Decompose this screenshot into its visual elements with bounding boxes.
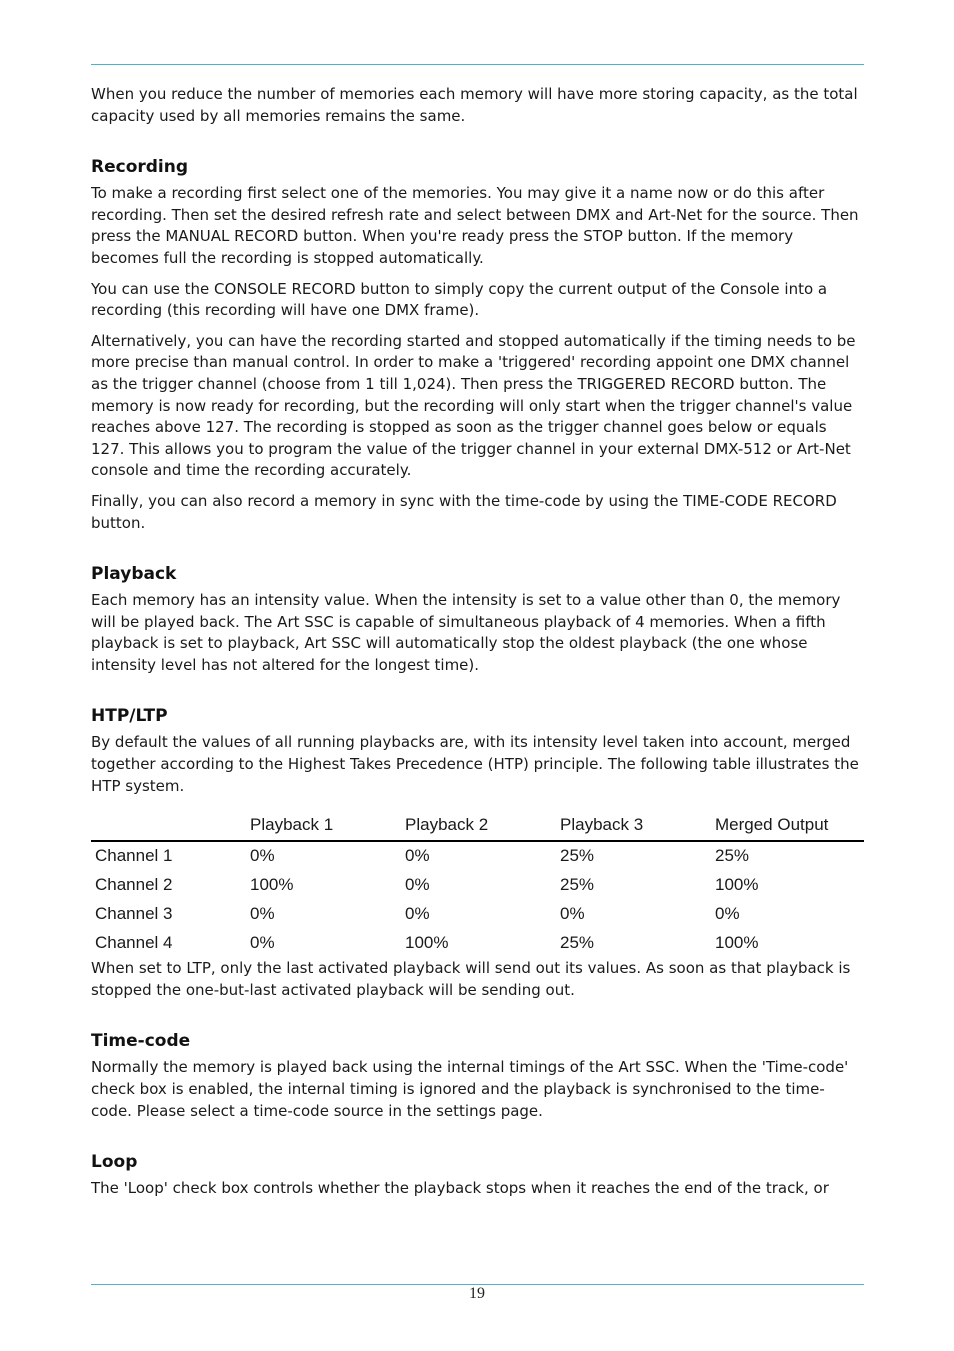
table-cell: Channel 2	[95, 875, 173, 895]
paragraph: You can use the CONSOLE RECORD button to simply copy the current output of the Console into a recording (this recording will have one DMX frame).	[91, 279, 828, 320]
section-heading: Loop	[91, 1152, 138, 1173]
table-cell: 0%	[250, 904, 275, 924]
section-heading: Playback	[91, 564, 177, 585]
table-cell: Channel 3	[95, 904, 173, 924]
table-header-cell	[91, 811, 246, 841]
table-row	[91, 900, 864, 929]
table-cell: 25%	[560, 846, 595, 866]
table-cell: 25%	[560, 875, 595, 895]
section-heading: HTP/LTP	[91, 706, 168, 727]
table-cell: 100%	[715, 933, 759, 953]
table-cell: 0%	[560, 904, 585, 924]
paragraph: By default the values of all running playbacks are, with its intensity level taken into account, merged together according to the Highest Takes Precedence (HTP) principle. The following table illustrates the HTP system.	[91, 733, 859, 795]
paragraph: Finally, you can also record a memory in sync with the time-code by using the TIME-CODE RECORD button.	[91, 491, 837, 532]
section-loop	[91, 1152, 864, 1200]
table-cell: 0%	[250, 933, 275, 953]
table-header-cell: Merged Output	[711, 811, 864, 841]
paragraph: Normally the memory is played back using the internal timings of the Art SSC. When the 'Time-code' check box is enabled, the internal timing is ignored and the playback is synchronised to the time-code. Please select a time-code source in the settings page.	[91, 1058, 849, 1120]
paragraph: The 'Loop' check box controls whether the playback stops when it reaches the end of the track, or	[91, 1179, 829, 1198]
table-header-cell: Playback 2	[401, 811, 556, 841]
table-cell: 0%	[250, 846, 275, 866]
paragraph: To make a recording first select one of the memories. You may give it a name now or do this after recording. Then set the desired refresh rate and select between DMX and Art-Net for the source. Then press the MANUAL RECORD button. When you're ready press the STOP button. If the memory becomes full the recording is stopped automatically.	[91, 184, 859, 267]
section-playback	[91, 564, 864, 676]
table-cell: 0%	[405, 904, 430, 924]
table-cell: 0%	[405, 875, 430, 895]
header-rule	[91, 64, 864, 65]
table-cell: Channel 1	[95, 846, 173, 866]
table-cell: 0%	[405, 846, 430, 866]
paragraph: Each memory has an intensity value. When the intensity is set to a value other than 0, the memory will be played back. The Art SSC is capable of simultaneous playback of 4 memories. When a fifth playback is set to playback, Art SSC will automatically stop the oldest playback (the one whose intensity level has not altered for the longest time).	[91, 591, 841, 674]
table-row	[91, 841, 864, 871]
table-header-cell: Playback 3	[556, 811, 711, 841]
section-time-code	[91, 1031, 864, 1122]
table-cell: 100%	[405, 933, 449, 953]
table-cell: 0%	[715, 904, 740, 924]
page-content	[91, 84, 864, 1209]
table-cell: 100%	[250, 875, 294, 895]
table-row	[91, 929, 864, 958]
table-cell: 25%	[715, 846, 750, 866]
paragraph: Alternatively, you can have the recording started and stopped automatically if the timing needs to be more precise than manual control. In order to make a 'triggered' recording appoint one DMX channel as the trigger channel (choose from 1 till 1,024). Then press the TRIGGERED RECORD button. The memory is now ready for recording, but the recording will only start when the trigger channel's value reaches above 127. The recording is stopped as soon as the trigger channel goes below or equals 127. This allows you to program the value of the trigger channel in your external DMX-512 or Art-Net console and time the recording accurately.	[91, 331, 856, 480]
table-row	[91, 871, 864, 900]
intro-paragraph: When you reduce the number of memories each memory will have more storing capacity, as the total capacity used by all memories remains the same.	[91, 85, 858, 125]
section-recording	[91, 157, 864, 534]
table-cell: 100%	[715, 875, 759, 895]
paragraph: When set to LTP, only the last activated playback will send out its values. As soon as that playback is stopped the one-but-last activated playback will be sending out.	[91, 959, 851, 999]
section-heading: Recording	[91, 157, 189, 178]
section-heading: Time-code	[91, 1031, 191, 1052]
htp-table	[91, 811, 864, 958]
table-cell: 25%	[560, 933, 595, 953]
section-htp-ltp	[91, 706, 864, 1001]
table-cell: Channel 4	[95, 933, 173, 953]
page-number: 19	[469, 1285, 485, 1302]
table-header-row	[91, 811, 864, 841]
table-header-cell: Playback 1	[246, 811, 401, 841]
